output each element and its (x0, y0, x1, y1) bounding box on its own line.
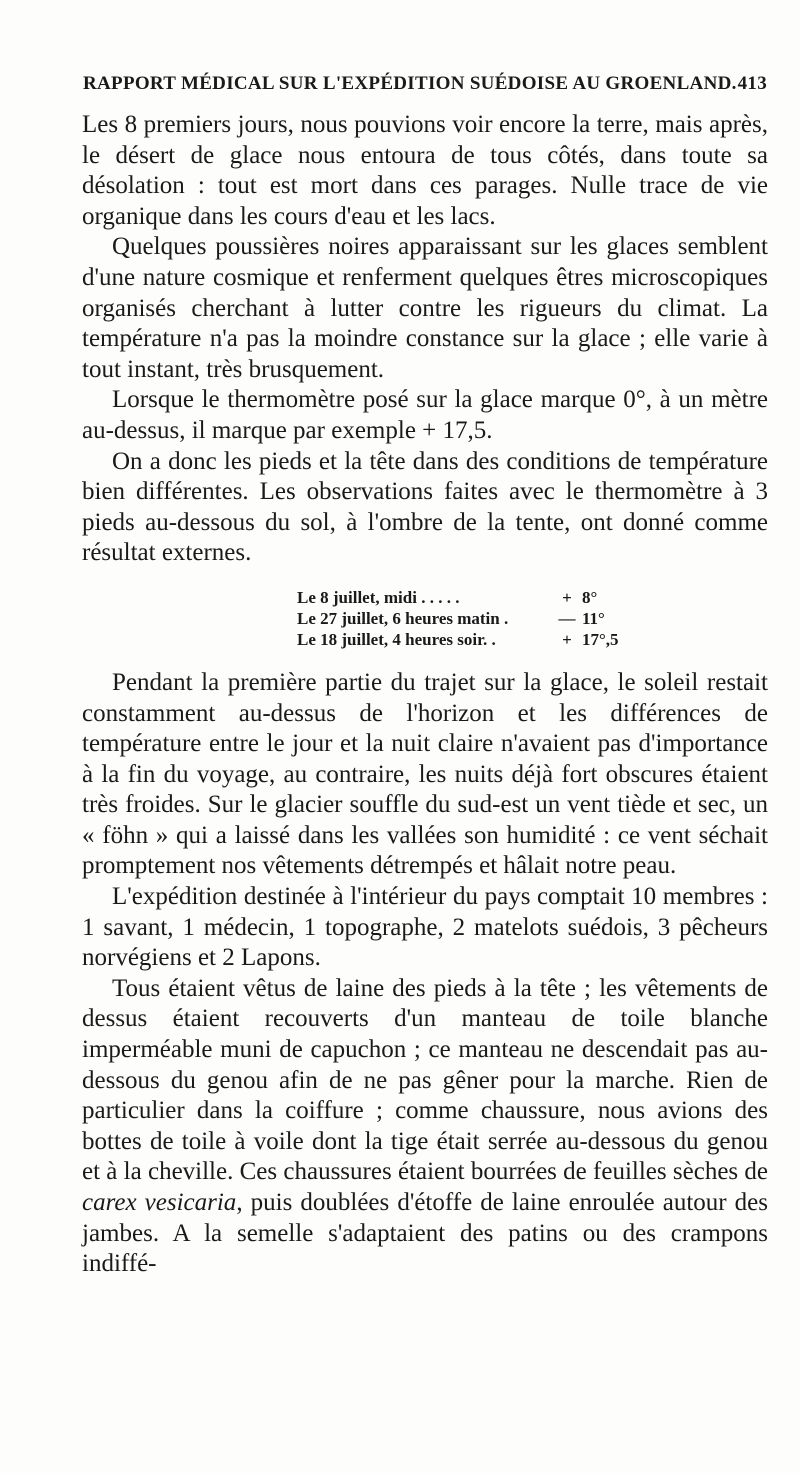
latin-term: carex vesicaria (82, 1189, 237, 1216)
table-date: Le 27 juillet, 6 heures matin . (297, 608, 509, 628)
paragraph-6: L'expédition destinée à l'intérieur du pays comptait 10 membres : 1 savant, 1 médecin, 1 topographe, 2 matelots suédois, 3 pêcheurs norvégiens et 2 Lapons. (82, 883, 768, 972)
paragraph-7 (82, 974, 768, 1280)
table-value: 8° (582, 587, 598, 607)
table-date: Le 18 juillet, 4 heures soir. . (297, 629, 496, 649)
table-sign: — (558, 608, 576, 628)
page-header (83, 73, 767, 95)
page-body (82, 110, 768, 1280)
paragraph-1: Les 8 premiers jours, nous pouvions voir encore la terre, mais après, le désert de glace nous entoura de tous côtés, dans toute sa désolation : tout est mort dans ces parages. Nulle trace de vie organique dans les cours d'eau et les lacs. (82, 111, 768, 230)
table-row (297, 587, 768, 608)
paragraph-3: Lorsque le thermomètre posé sur la glace marque 0°, à un mètre au-dessus, il marque par exemple + 17,5. (82, 386, 768, 444)
paragraph-7-text: Tous étaient vêtus de laine des pieds à la tête ; les vêtements de dessus étaient recouverts d'un manteau de toile blanche imperméable muni de capuchon ; ce manteau ne descendait pas au-dessous du genou afin de ne pas gêner pour la marche. Rien de particulier dans la coiffure ; comme chaussure, nous avions des bottes de toile à voile dont la tige était serrée au-dessous du genou et à la cheville. Ces chaussures étaient bourrées de feuilles sèches de (82, 974, 768, 1186)
paragraph-5: Pendant la première partie du trajet sur la glace, le soleil restait constamment au-dessus de l'horizon et les différences de température entre le jour et la nuit claire n'avaient pas d'importance à la fin du voyage, au contraire, les nuits déjà fort obscures étaient très froides. Sur le glacier souffle du sud-est un vent tiède et sec, un « föhn » qui a laissé dans les vallées son humidité : ce vent séchait promptement nos vêtements détrempés et hâlait notre peau. (82, 668, 768, 880)
table-row (297, 608, 768, 629)
page-number: 413 (737, 73, 767, 94)
table-date: Le 8 juillet, midi . . . . . (297, 587, 460, 607)
paragraph-7-tail: , puis doublées d'étoffe de laine enroulée autour des jambes. A la semelle s'adaptaient des patins ou des crampons indiffé- (82, 1189, 768, 1278)
paragraph-4: On a donc les pieds et la tête dans des conditions de température bien différentes. Les observations faites avec le thermomètre à 3 pieds au-dessous du sol, à l'ombre de la tente, ont donné comme résultat externes. (82, 447, 768, 567)
table-sign: + (562, 587, 572, 607)
table-value: 11° (582, 608, 605, 628)
running-title: RAPPORT MÉDICAL SUR L'EXPÉDITION SUÉDOISE AU GROENLAND. (83, 73, 737, 94)
paragraph-2: Quelques poussières noires apparaissant sur les glaces semblent d'une nature cosmique et renferment quelques êtres microscopiques organisés cherchant à lutter contre les rigueurs du climat. La température n'a pas la moindre constance sur la glace ; elle varie à tout instant, très brusquement. (82, 233, 768, 383)
temperature-table (297, 587, 768, 650)
table-value: 17°,5 (582, 629, 619, 649)
table-row (297, 629, 768, 650)
table-sign: + (562, 629, 572, 649)
